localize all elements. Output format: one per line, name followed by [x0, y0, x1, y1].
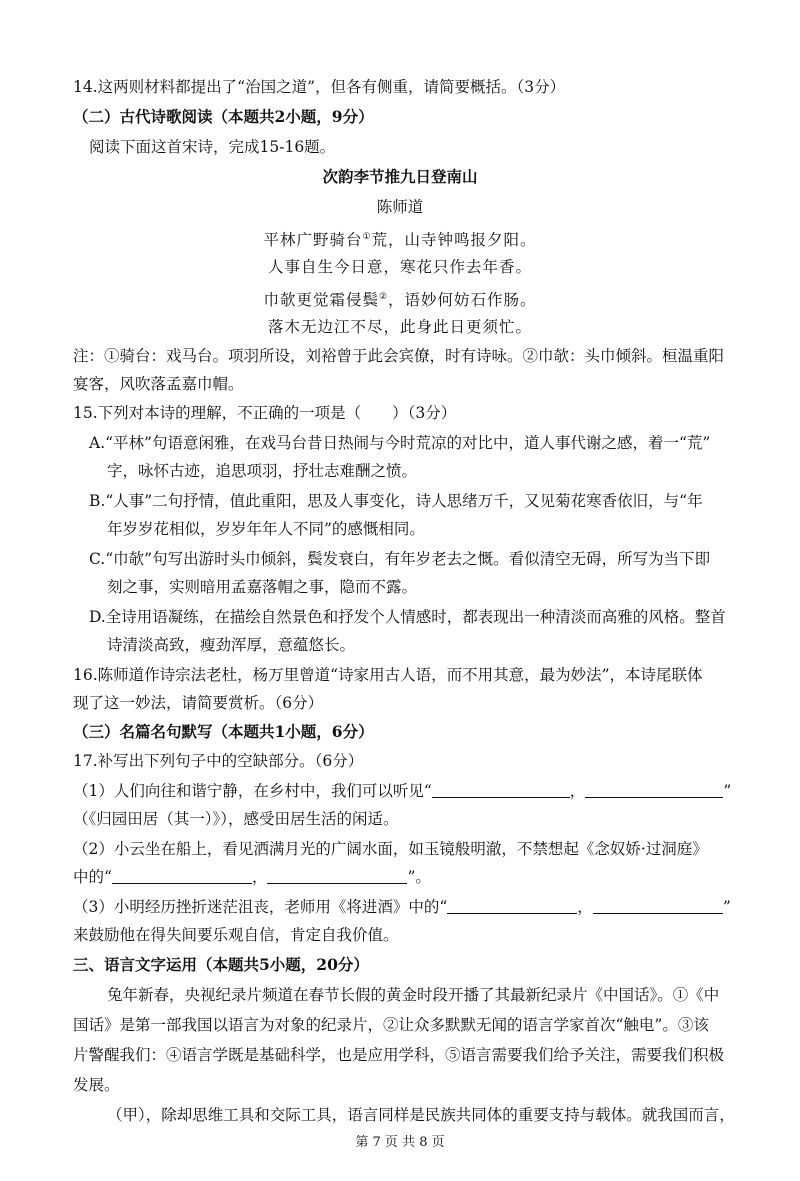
passage-line-5: （甲），除却思维工具和交际工具，语言同样是民族共同体的重要支持与载体。就我国而言， — [107, 1106, 735, 1124]
poem-line-3b: ，语妙何妨石作肠。 — [388, 291, 537, 310]
passage-line-1: 兔年新春，央视纪录片频道在春节长假的黄金时段开播了其最新纪录片《中国话》。①《中 — [107, 986, 720, 1004]
poem-author: 陈师道 — [376, 198, 424, 216]
question-16-line-2: 现了这一妙法，请简要赏析。（6分） — [73, 694, 324, 712]
option-b-line-1: B.“人事”二句抒情，值此重阳，思及人事变化，诗人思绪万千，又见菊花寒香依旧，与“年 — [89, 492, 703, 510]
comma: ， — [251, 868, 268, 886]
option-a-line-2: 字，咏怀古迹，追思项羽，抒壮志难酬之愤。 — [107, 462, 418, 480]
q17-part-3-line-1 — [73, 896, 731, 918]
poetry-intro: 阅读下面这首宋诗，完成15-16题。 — [89, 138, 336, 156]
close-quote-period: ”。 — [407, 868, 431, 886]
poem-line-4: 落木无边江不尽，此身此日更须忙。 — [267, 318, 532, 336]
q17-part-3-prompt: （3）小明经历挫折迷茫沮丧，老师用《将进酒》中的“ — [73, 898, 448, 916]
close-quote: ” — [723, 782, 732, 800]
option-b-line-2: 年岁岁花相似，岁岁年年人不同”的感慨相同。 — [107, 520, 425, 538]
q17-part-1-line-2: （《归园田居（其一）》），感受田居生活的闲适。 — [73, 810, 399, 828]
passage-line-4: 发展。 — [73, 1076, 120, 1094]
question-14: 14.这两则材料都提出了“治国之道”，但各有侧重，请简要概括。（3分） — [73, 78, 566, 96]
section-heading-recitation: （三）名篇名句默写（本题共1小题，6分） — [73, 722, 374, 741]
answer-blank-3a[interactable] — [447, 897, 577, 914]
answer-blank-2a[interactable] — [112, 867, 252, 884]
page-number: 第 7 页 共 8 页 — [355, 1135, 445, 1150]
poem-line-1a: 平林广野骑台 — [263, 231, 363, 250]
answer-blank-2b[interactable] — [267, 867, 407, 884]
answer-blank-1b[interactable] — [585, 781, 723, 798]
option-c-line-1: C.“巾欹”句写出游时头巾倾斜，鬓发衰白，有年岁老去之慨。看似清空无碍，所写为当下即 — [89, 550, 711, 568]
q17-part-2-prompt: 中的“ — [73, 868, 112, 886]
poem-line-1b: 荒，山寺钟鸣报夕阳。 — [371, 231, 537, 250]
footnote-marker-1: ① — [362, 232, 372, 242]
question-15: 15.下列对本诗的理解，不正确的一项是（ ）（3分） — [73, 404, 457, 422]
close-quote: ” — [722, 898, 731, 916]
poem-notes-line-2: 宴客，风吹落孟嘉巾帽。 — [73, 375, 244, 393]
q17-part-2-line-1: （2）小云坐在船上，看见洒满月光的广阔水面，如玉镜般明澈，不禁想起《念奴娇·过洞庭》 — [73, 840, 708, 858]
poem-line-2: 人事自生今日意，寒花只作去年香。 — [267, 258, 532, 276]
option-d-line-1: D.全诗用语凝练，在描绘自然景色和抒发个人情感时，都表现出一种清淡而高雅的风格。整首 — [89, 608, 726, 626]
answer-blank-1a[interactable] — [432, 781, 570, 798]
poem-line-3 — [0, 286, 800, 311]
q17-part-1-prompt: （1）人们向往和谐宁静，在乡村中，我们可以听见“ — [73, 782, 432, 800]
option-a-line-1: A.“平林”句语意闲雅，在戏马台昔日热闹与今时荒凉的对比中，道人事代谢之感，着一“荒” — [89, 434, 711, 452]
poem-title: 次韵李节推九日登南山 — [322, 167, 478, 186]
q17-part-3-line-2: 来鼓励他在得失间要乐观自信，肯定自我价值。 — [73, 926, 399, 944]
poem-line-1 — [0, 226, 800, 251]
comma: ， — [577, 898, 593, 916]
q17-part-1-line-1 — [73, 780, 731, 802]
option-d-line-2: 诗清淡高致，瘦劲浑厚，意蕴悠长。 — [107, 636, 356, 654]
question-16-line-1: 16.陈师道作诗宗法老杜，杨万里曾道“诗家用古人语，而不用其意，最为妙法”，本诗尾联体 — [73, 666, 703, 684]
poem-notes-line-1: 注：①骑台：戏马台。项羽所设，刘裕曾于此会宾僚，时有诗咏。②巾欹：头巾倾斜。桓温重阳 — [73, 347, 725, 365]
footnote-marker-2: ② — [378, 292, 389, 302]
option-c-line-2: 刻之事，实则暗用孟嘉落帽之事，隐而不露。 — [107, 578, 418, 596]
passage-line-2: 国话》是第一部我国以语言为对象的纪录片，②让众多默默无闻的语言学家首次“触电”。③该 — [73, 1016, 709, 1034]
answer-blank-3b[interactable] — [593, 897, 723, 914]
passage-line-3: 片警醒我们：④语言学既是基础科学，也是应用学科，⑤语言需要我们给予关注，需要我们积极 — [73, 1046, 725, 1064]
poem-line-3a: 巾欹更觉霜侵鬓 — [263, 291, 379, 310]
section-heading-poetry: （二）古代诗歌阅读（本题共2小题，9分） — [73, 107, 374, 126]
question-17: 17.补写出下列句子中的空缺部分。（6分） — [73, 752, 364, 770]
section-heading-language: 三、语言文字运用（本题共5小题，20分） — [73, 955, 369, 974]
comma: ， — [569, 782, 586, 800]
q17-part-2-line-2 — [73, 866, 431, 888]
